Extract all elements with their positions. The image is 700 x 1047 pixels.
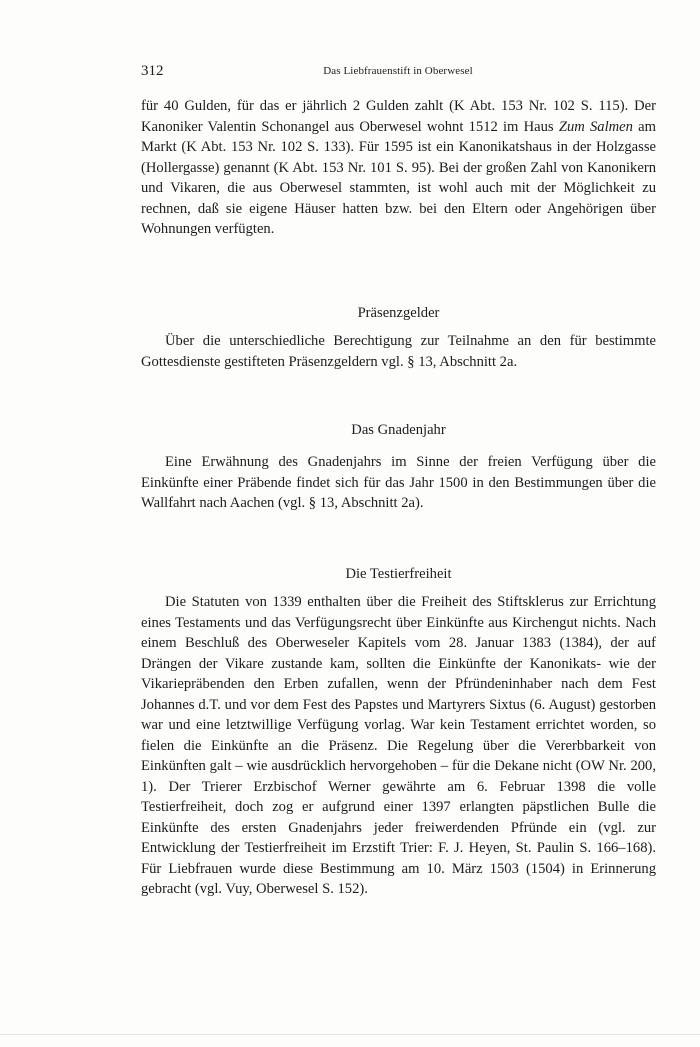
- paragraph-gnadenjahr: [141, 452, 656, 514]
- paragraph-text: Eine Erwähnung des Gnadenjahrs im Sinne der freien Verfügung über die Einkünfte einer Präbende findet sich für das Jahr 1500 in den Bestimmungen über die Wallfahrt nach Aachen (vgl. § 13, Abschnitt 2a).: [141, 454, 656, 511]
- page-number: 312: [141, 63, 164, 79]
- running-head: [141, 62, 655, 80]
- running-title: Das Liebfrauenstift in Oberwesel: [323, 65, 473, 77]
- paragraph-text: Über die unterschiedliche Berechtigung zur Teilnahme an den für bestimmte Gottesdienste gestifteten Präsenzgeldern vgl. § 13, Abschnitt 2a.: [141, 333, 656, 370]
- section-heading-gnadenjahr: Das Gnadenjahr: [351, 422, 446, 438]
- paragraph-testierfreiheit: [141, 592, 656, 900]
- house-name: Zum Salmen: [558, 118, 633, 135]
- section-heading-testierfreiheit: Die Testierfreiheit: [345, 566, 452, 582]
- page-edge-divider: [0, 1034, 700, 1035]
- paragraph-text: Die Statuten von 1339 enthalten über die Freiheit des Stiftsklerus zur Errichtung eines Testaments und das Verfügungsrecht über Einkünfte aus Kirchengut nichts. Nach einem Beschluß des Oberweseler Kapitels vom 28. Januar 1383 (1384), der auf Drängen der Vikare zustande kam, sollten die Einkünfte der Kanonikats- wie der Vikariepräbenden den Erben zufallen, wenn der Pfründeninhaber nach dem Fest Johannes d.T. und vor dem Fest des Papstes und Martyrers Sixtus (6. August) gestorben war und eine letztwillige Verfügung vorlag. War kein Testament errichtet worden, so fielen die Einkünfte an die Präsenz. Die Regelung über die Vererbbarkeit von Einkünften galt – wie ausdrücklich hervorgehoben – für die Dekane nicht (OW Nr. 200, 1). Der Trierer Erzbischof Werner gewährte am 6. Februar 1398 die volle Testierfreiheit, doch zog er aufgrund einer 1397 erlangten päpstlichen Bulle die Einkünfte des ersten Gnadenjahrs jeder freiwerdenden Pfründe ein (vgl. zur Entwicklung der Testierfreiheit im Erzstift Trier: F. J. Heyen, St. Paulin S. 166–168). Für Liebfrauen wurde diese Bestimmung am 10. März 1503 (1504) in Erinnerung gebracht (vgl. Vuy, Oberwesel S. 152).: [141, 594, 656, 897]
- paragraph-text: [141, 96, 656, 240]
- paragraph-text-part: für 40 Gulden, für das er jährlich 2 Gulden zahlt (K Abt. 153 Nr. 102 S. 115). Der Kanoniker Valentin Schonangel aus Oberwesel wohnt 1512 im Haus: [141, 98, 656, 135]
- section-heading-praesenzgelder: Präsenzgelder: [357, 305, 440, 321]
- paragraph-text-part: am Markt (K Abt. 153 Nr. 102 S. 133). Für 1595 ist ein Kanonikatshaus in der Holzgasse (Hollergasse) genannt (K Abt. 153 Nr. 101 S. 95). Bei der großen Zahl von Kanonikern und Vikaren, die aus Oberwesel stammten, ist wohl auch mit der Möglichkeit zu rechnen, daß sie eigene Häuser hatten bzw. bei den Eltern oder Angehörigen über Wohnungen verfügten.: [141, 118, 656, 237]
- paragraph-praesenzgelder: [141, 331, 656, 372]
- paragraph-housing: [141, 96, 656, 240]
